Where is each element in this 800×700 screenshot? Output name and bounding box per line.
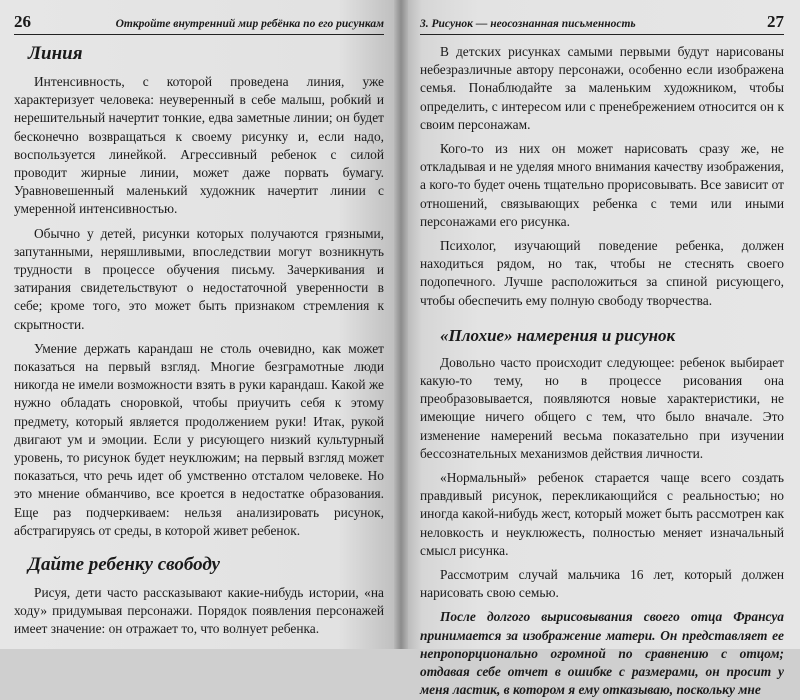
left-running-head (14, 12, 384, 35)
paragraph: Рисуя, дети часто рассказывают какие-нибудь истории, «на ходу» придумывая персонажи. Порядок появления персонажей имеет значение: он отражает то, что волнует ребенка. (14, 585, 384, 637)
paragraph: Довольно часто происходит следующее: ребенок выбирает какую-то тему, но в процессе рисования она преобразовывается, появляются новые характеристики, не имеющие ничего общего с тем, что было вначале. Это изменение намерений весьма показательно при изучении бессознательных механизмов действия личности. (420, 354, 784, 461)
left-page (0, 0, 398, 649)
right-running-head (420, 12, 784, 35)
paragraph: Психолог, изучающий поведение ребенка, должен находиться рядом, но так, чтобы не стеснять своего подопечного. Лучше расположиться за спиной рисующего, чтобы обеспечить ему полную свободу творчества. (420, 238, 784, 308)
paragraph: Умение держать карандаш не столь очевидно, как может показаться на первый взгляд. Многие безграмотные люди никогда не имели возможности взять в руки карандаш. Какой же нужно обладать сноровкой, чтобы приучить себя к этому предмету, который является продолжением руки! Итак, рукой двигают ум и эмоции. Если у рисующего низкий культурный уровень, то рисунок будет неуклюжим; на первый взгляд может показаться, что речь идет об умственно отсталом человеке. Но это мнение обманчиво, все кроется в недостатке образования. Еще раз подчеркиваем: нельзя анализировать рисунок, абстрагируясь от среды, в которой живет ребенок. (14, 340, 384, 538)
left-page-number: 26 (14, 12, 31, 31)
right-page-number: 27 (767, 12, 784, 31)
right-page (398, 0, 800, 698)
right-running-title: 3. Рисунок — неосознанная письменность (420, 18, 636, 30)
book-gutter (394, 0, 408, 649)
paragraph: Кого-то из них он может нарисовать сразу же, не откладывая и не уделяя много внимания качеству изображения, а кого-то будет очень тщательно прорисовывать. Все зависит от отношений, связывающих ребенка с теми или иными персонажами его рисунка. (420, 141, 784, 229)
section-title-line: Линия (28, 43, 83, 64)
left-running-title: Откройте внутренний мир ребёнка по его рисункам (115, 18, 384, 30)
case-study-paragraph: После долгого вырисовывания своего отца Франсуа принимается за изображение матери. Он представляет ее непропорционально огромной по сравнению с отцом; отдавая себе отчет в ошибке с размерами, он просит у меня ластик, в котором я ему отказываю, поскольку мне (420, 609, 784, 698)
section-title-bad-intentions: «Плохие» намерения и рисунок (440, 325, 676, 345)
paragraph: «Нормальный» ребенок старается чаще всего создать правдивый рисунок, перекликающийся с реальностью; но иногда какой-нибудь жест, который может быть рассмотрен как неловкость и неуклюжесть, полностью меняет изначальный смысл рисунка. (420, 470, 784, 558)
paragraph: Обычно у детей, рисунки которых получаются грязными, запутанными, неряшливыми, впоследствии могут возникнуть трудности в процессе обучения письму. Зачеркивания и затирания свидетельствуют о недостаточной уверенности в себе; кроме того, это может быть признаком стремления к скрытности. (14, 225, 384, 332)
paragraph: Рассмотрим случай мальчика 16 лет, который должен нарисовать свою семью. (420, 567, 784, 601)
paragraph: В детских рисунках самыми первыми будут нарисованы небезразличные автору персонажи, особенно если изображена семья. Понаблюдайте за маленьким художником, чтобы определить, с интересом или с пренебрежением относится он к своим персонажам. (420, 44, 784, 132)
paragraph: Интенсивность, с которой проведена линия, уже характеризует человека: неуверенный в себе малыш, робкий и нерешительный начертит тонкие, едва заметные линии; он будет бесконечно возвращаться к своему рисунку и, если надо, воспользуется линейкой. Агрессивный ребенок с силой проводит жирные линии, может даже порвать бумагу. Уравновешенный маленький художник начертит линии с умеренной интенсивностью. (14, 74, 384, 217)
section-title-freedom: Дайте ребенку свободу (28, 554, 220, 576)
